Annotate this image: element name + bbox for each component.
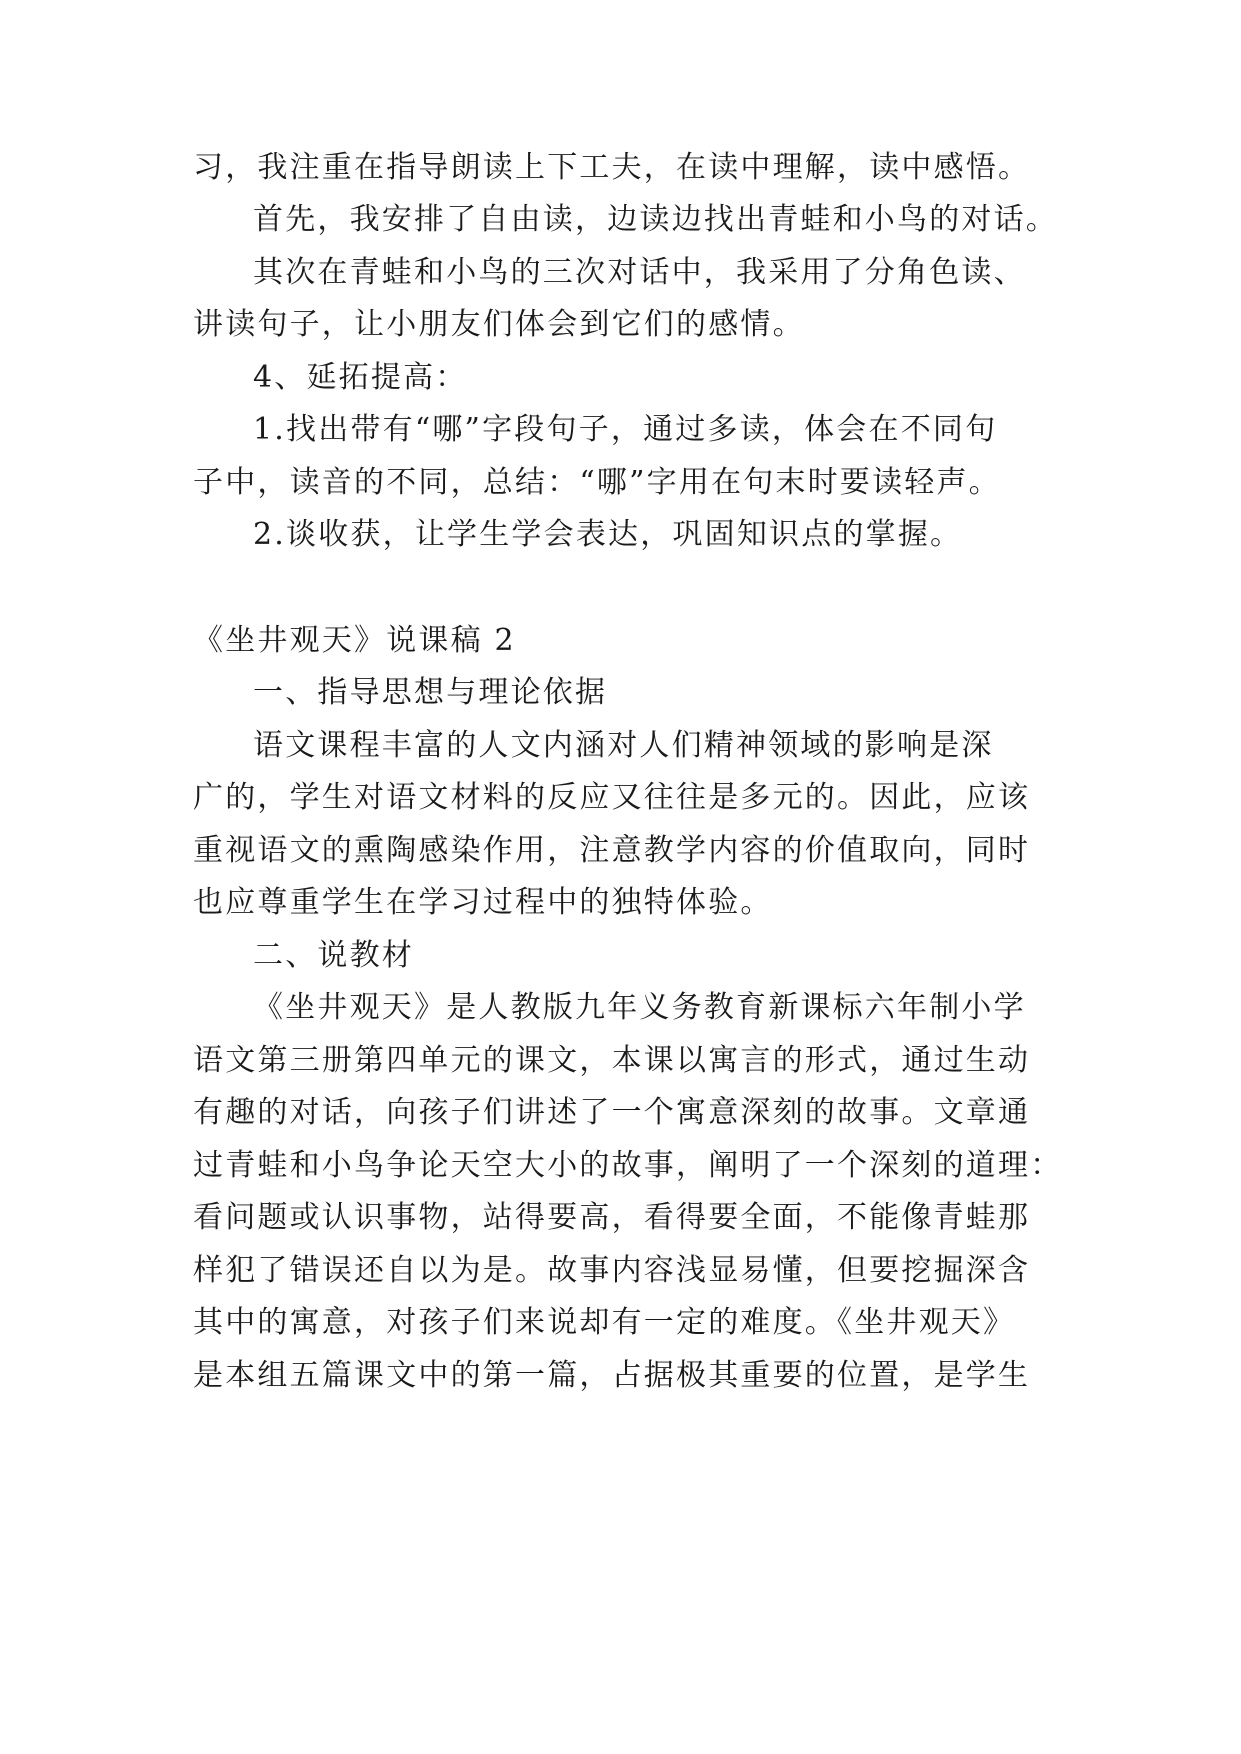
text-line: 也应尊重学生在学习过程中的独特体验。: [193, 885, 773, 920]
section-title: 《坐井观天》说课稿 2: [193, 623, 516, 658]
text-line: 过青蛙和小鸟争论天空大小的故事，阐明了一个深刻的道理：: [193, 1148, 1063, 1183]
text-line: 看问题或认识事物，站得要高，看得要全面，不能像青蛙那: [193, 1200, 1031, 1235]
text-line: 其中的寓意，对孩子们来说却有一定的难度。《坐井观天》: [193, 1305, 1016, 1340]
text-line: 《坐井观天》是人教版九年义务教育新课标六年制小学: [253, 990, 1026, 1025]
section-heading: 一、指导思想与理论依据: [253, 675, 608, 710]
text-line: 习，我注重在指导朗读上下工夫，在读中理解，读中感悟。: [193, 150, 1031, 185]
text-line: 子中，读音的不同，总结：“哪”字用在句末时要读轻声。: [193, 465, 1001, 500]
text-line: 2.谈收获，让学生学会表达，巩固知识点的掌握。: [253, 517, 963, 552]
text-line: 1.找出带有“哪”字段句子，通过多读，体会在不同句: [253, 412, 998, 447]
text-line: 样犯了错误还自以为是。故事内容浅显易懂，但要挖掘深含: [193, 1253, 1031, 1288]
text-line: 语文课程丰富的人文内涵对人们精神领域的影响是深: [253, 728, 994, 763]
text-line: 有趣的对话，向孩子们讲述了一个寓意深刻的故事。文章通: [193, 1095, 1031, 1130]
text-line: 是本组五篇课文中的第一篇，占据极其重要的位置，是学生: [193, 1358, 1031, 1393]
text-line: 讲读句子，让小朋友们体会到它们的感情。: [193, 307, 805, 342]
text-line: 广的，学生对语文材料的反应又往往是多元的。因此，应该: [193, 780, 1031, 815]
text-line: 其次在青蛙和小鸟的三次对话中，我采用了分角色读、: [253, 255, 1026, 290]
section-heading: 二、说教材: [253, 938, 414, 973]
list-heading: 4、延拓提高：: [253, 360, 468, 395]
text-line: 首先，我安排了自由读，边读边找出青蛙和小鸟的对话。: [253, 202, 1058, 237]
text-line: 语文第三册第四单元的课文，本课以寓言的形式，通过生动: [193, 1043, 1031, 1078]
text-line: 重视语文的熏陶感染作用，注意教学内容的价值取向，同时: [193, 833, 1031, 868]
